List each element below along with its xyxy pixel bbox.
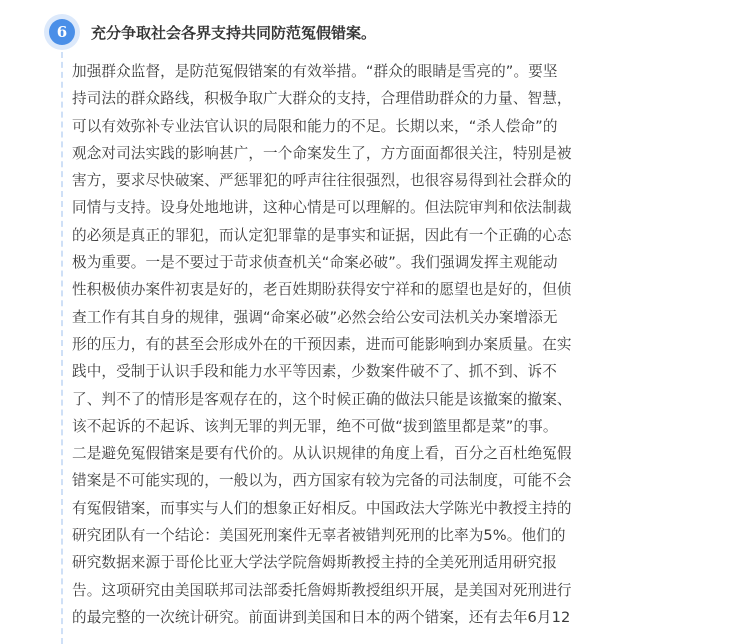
body-line: 该不起诉的不起诉、该判无罪的判无罪，绝不可做“拔到篮里都是菜”的事。 xyxy=(72,417,558,435)
body-paragraph xyxy=(72,58,752,631)
body-line: 性积极侦办案件初衷是好的，老百姓期盼获得安宁祥和的愿望也是好的，但侦 xyxy=(72,281,572,299)
body-line: 践中，受制于认识手段和能力水平等因素，少数案件破不了、抓不到、诉不 xyxy=(72,363,557,381)
section-number-badge xyxy=(44,14,80,50)
body-line: 研究团队有一个结论：美国死刑案件无辜者被错判死刑的比率为5%。他们的 xyxy=(72,527,566,545)
body-line: 形的压力，有的甚至会形成外在的干预因素，进而可能影响到办案质量。在实 xyxy=(72,335,572,353)
body-line: 了、判不了的情形是客观存在的，这个时候正确的做法只能是该撤案的撤案、 xyxy=(72,390,572,408)
body-line: 害方，要求尽快破案、严惩罪犯的呼声往往很强烈，也很容易得到社会群众的 xyxy=(72,172,572,190)
body-line: 二是避免冤假错案是要有代价的。从认识规律的角度上看，百分之百杜绝冤假 xyxy=(72,445,572,463)
dashed-guide-line xyxy=(61,52,63,644)
body-line: 有冤假错案，而事实与人们的想象正好相反。中国政法大学陈光中教授主持的 xyxy=(72,499,572,517)
body-line: 错案是不可能实现的，一般以为，西方国家有较为完备的司法制度，可能不会 xyxy=(72,472,572,490)
body-line: 告。这项研究由美国联邦司法部委托詹姆斯教授组织开展，是美国对死刑进行 xyxy=(72,581,572,599)
section-title: 充分争取社会各界支持共同防范冤假错案。 xyxy=(91,23,377,42)
body-line: 可以有效弥补专业法官认识的局限和能力的不足。长期以来，“杀人偿命”的 xyxy=(72,117,558,135)
body-line: 持司法的群众路线，积极争取广大群众的支持，合理借助群众的力量、智慧， xyxy=(72,90,572,108)
body-line: 的最完整的一次统计研究。前面讲到美国和日本的两个错案，还有去年6月12 xyxy=(72,608,571,626)
body-line: 同情与支持。设身处地地讲，这种心情是可以理解的。但法院审判和依法制裁 xyxy=(72,199,572,217)
body-line: 观念对司法实践的影响甚广，一个命案发生了，方方面面都很关注，特别是被 xyxy=(72,144,572,162)
body-line: 研究数据来源于哥伦比亚大学法学院詹姆斯教授主持的全美死刑适用研究报 xyxy=(72,554,557,572)
body-line: 的必须是真正的罪犯，而认定犯罪靠的是事实和证据，因此有一个正确的心态 xyxy=(72,226,572,244)
section-number: 6 xyxy=(49,19,75,45)
body-line: 加强群众监督，是防范冤假错案的有效举措。“群众的眼睛是雪亮的”。要坚 xyxy=(72,63,558,80)
body-line: 查工作有其自身的规律，强调“命案必破”必然会给公安司法机关办案增添无 xyxy=(72,308,558,326)
body-line: 极为重要。一是不要过于苛求侦查机关“命案必破”。我们强调发挥主观能动 xyxy=(72,254,558,272)
section-heading xyxy=(44,12,744,52)
